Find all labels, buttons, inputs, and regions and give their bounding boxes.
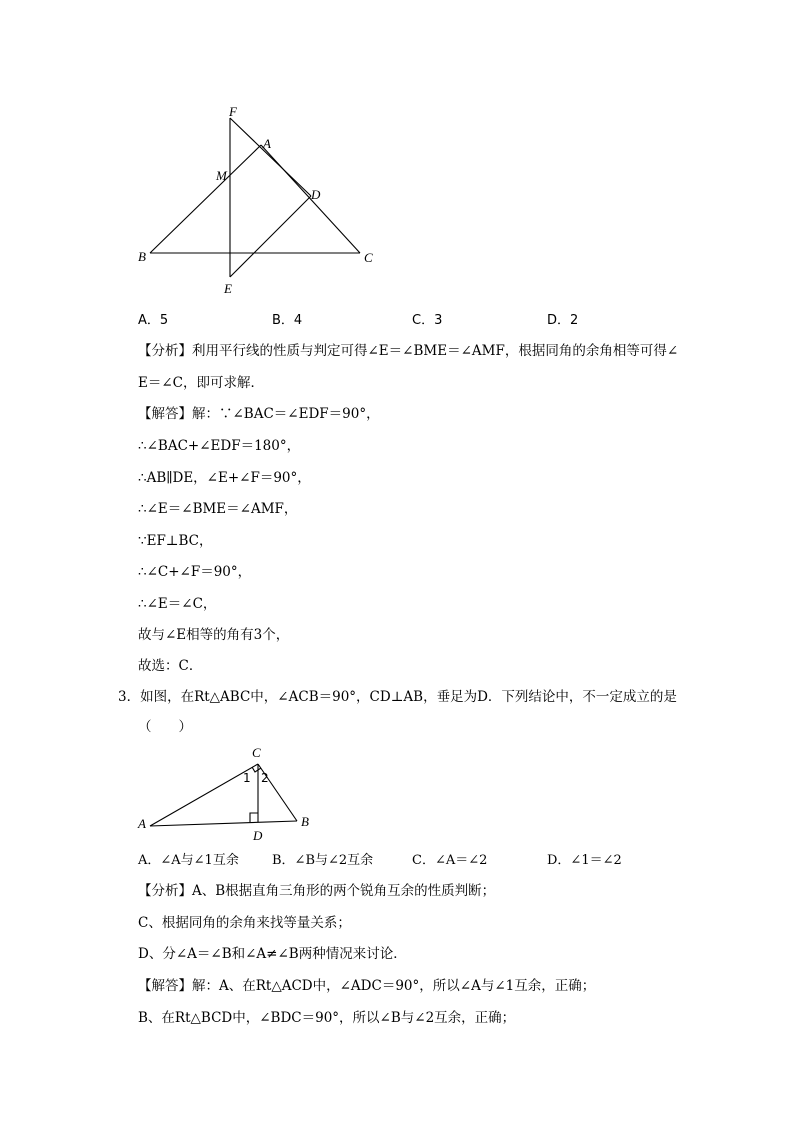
q2-answer-line-8: 故与∠E相等的角有3个，	[138, 627, 290, 643]
figure-1-triangles	[130, 100, 390, 300]
q2-answer-line-1: 【解答】解：∵∠BAC＝∠EDF＝90°，	[138, 406, 380, 422]
angle-1-label: 1	[243, 771, 251, 785]
q2-option-c: C．3	[412, 313, 443, 328]
q3-analysis-line-3: D、分∠A＝∠B和∠A≠∠B两种情况来讨论．	[138, 946, 407, 962]
angle-2-label: 2	[261, 771, 269, 785]
q2-answer-line-4: ∴∠E＝∠BME＝∠AMF，	[138, 501, 298, 517]
q3-option-c: C．∠A＝∠2	[412, 853, 488, 868]
q2-analysis-line-2: E＝∠C，即可求解．	[138, 375, 264, 391]
label-C: C	[364, 250, 373, 265]
q3-analysis-line-1: 【分析】A、B根据直角三角形的两个锐角互余的性质判断；	[138, 883, 496, 899]
q3-answer-blank: （ ）	[138, 719, 192, 735]
q2-option-b: B．4	[272, 313, 303, 328]
label-C: C	[252, 745, 261, 760]
q3-answer-line-2: B、在Rt△BCD中，∠BDC＝90°，所以∠B与∠2互余，正确；	[138, 1010, 516, 1026]
q3-stem: 3．如图，在Rt△ABC中，∠ACB＝90°，CD⊥AB，垂足为D．下列结论中，不一定成立的是	[118, 689, 677, 705]
label-D: D	[253, 828, 263, 843]
label-B: B	[301, 814, 309, 829]
q2-answer-line-2: ∴∠BAC+∠EDF＝180°，	[138, 438, 301, 454]
label-A: A	[263, 136, 271, 151]
q3-option-b: B．∠B与∠2互余	[272, 853, 374, 868]
q2-answer-line-7: ∴∠E＝∠C，	[138, 596, 217, 612]
label-F: F	[229, 104, 237, 119]
q3-analysis-line-2: C、根据同角的余角来找等量关系；	[138, 915, 351, 931]
q3-answer-line-1: 【解答】解：A、在Rt△ACD中，∠ADC＝90°，所以∠A与∠1互余，正确；	[138, 978, 596, 994]
label-A: A	[138, 816, 146, 831]
label-M: M	[216, 168, 227, 183]
q2-answer-line-3: ∴AB∥DE，∠E+∠F＝90°，	[138, 470, 311, 486]
label-B: B	[138, 249, 146, 264]
label-E: E	[224, 281, 232, 296]
q2-answer-line-5: ∵EF⊥BC，	[138, 533, 213, 549]
q2-option-d: D．2	[547, 313, 579, 328]
q2-option-a: A．5	[138, 313, 169, 328]
q2-answer-line-6: ∴∠C+∠F＝90°，	[138, 564, 252, 580]
q3-option-d: D．∠1＝∠2	[547, 853, 622, 868]
figure-2-right-triangle	[130, 738, 330, 848]
q2-answer-line-9: 故选：C．	[138, 658, 203, 674]
q3-option-a: A．∠A与∠1互余	[138, 853, 239, 868]
q2-analysis-line-1: 【分析】利用平行线的性质与判定可得∠E＝∠BME＝∠AMF，根据同角的余角相等可得∠	[138, 343, 679, 359]
label-D: D	[311, 187, 321, 202]
